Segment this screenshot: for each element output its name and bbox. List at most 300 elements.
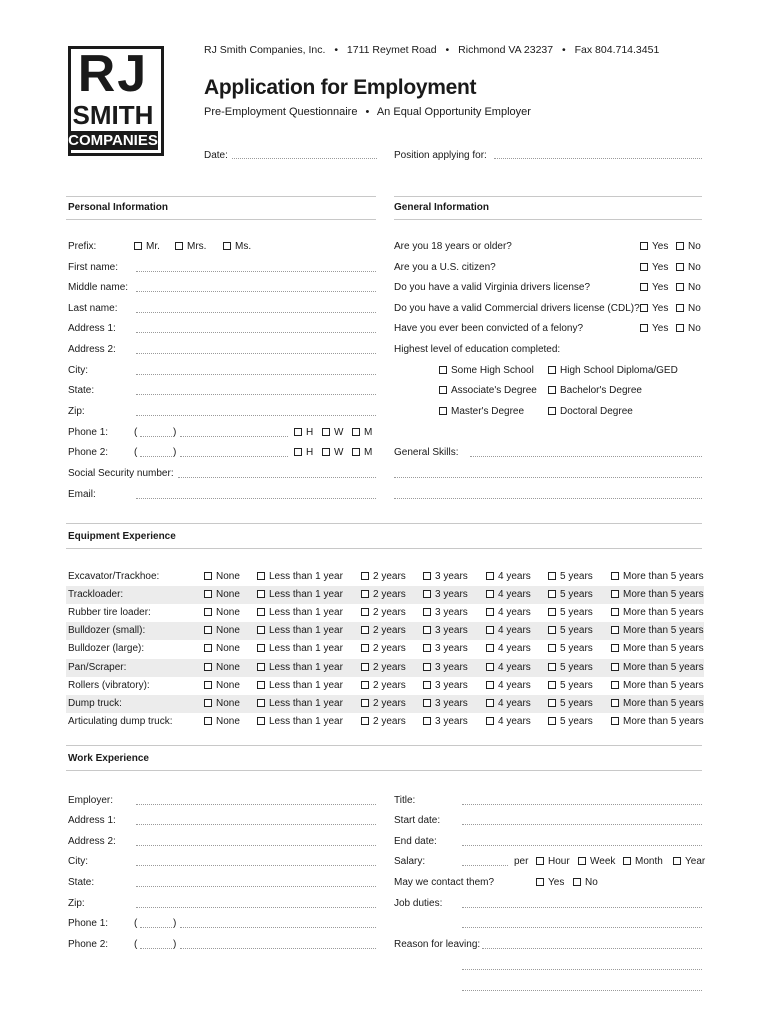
checkbox[interactable]	[361, 590, 369, 598]
checkbox[interactable]	[204, 644, 212, 652]
paren-open: (	[134, 447, 138, 458]
checkbox[interactable]	[611, 644, 619, 652]
phone1-home[interactable]	[294, 427, 313, 438]
end-date-label: End date:	[394, 836, 437, 847]
equipment-option[interactable]	[257, 680, 343, 691]
paren-open: (	[134, 918, 138, 929]
checkbox[interactable]	[204, 681, 212, 689]
checkbox[interactable]	[361, 644, 369, 652]
checkbox[interactable]	[294, 448, 302, 456]
section-rule	[66, 196, 376, 197]
bullet: •	[562, 44, 566, 56]
checkbox[interactable]	[204, 572, 212, 580]
q18-no[interactable]	[676, 241, 701, 252]
option-label: None	[216, 661, 240, 673]
option-label: More than 5 years	[623, 715, 704, 727]
checkbox[interactable]	[361, 626, 369, 634]
phone2-area-field[interactable]	[140, 456, 172, 457]
contact-yes[interactable]	[536, 877, 564, 888]
checkbox[interactable]	[536, 857, 544, 865]
checkbox[interactable]	[640, 283, 648, 291]
option-label: 4 years	[498, 679, 531, 691]
equipment-option[interactable]	[204, 698, 240, 709]
option-label: 2 years	[373, 697, 406, 709]
checkbox[interactable]	[676, 283, 684, 291]
equipment-option[interactable]	[548, 643, 593, 654]
city-label: City:	[68, 365, 88, 376]
equipment-option[interactable]	[611, 698, 704, 709]
checkbox[interactable]	[257, 663, 265, 671]
phone1-label: Phone 1:	[68, 427, 109, 438]
checkbox[interactable]	[352, 448, 360, 456]
ssn-field[interactable]	[178, 477, 376, 478]
checkbox[interactable]	[486, 663, 494, 671]
checkbox[interactable]	[611, 590, 619, 598]
checkbox[interactable]	[423, 590, 431, 598]
felony-yes[interactable]	[640, 323, 668, 334]
checkbox[interactable]	[640, 263, 648, 271]
phone1-mobile[interactable]	[352, 427, 372, 438]
date-field[interactable]	[232, 158, 377, 159]
option-label: 2 years	[373, 571, 406, 582]
checkbox[interactable]	[257, 590, 265, 598]
checkbox[interactable]	[361, 699, 369, 707]
equipment-option[interactable]	[204, 662, 240, 673]
edu-bachelors[interactable]	[548, 385, 642, 396]
edu-masters[interactable]	[439, 406, 524, 417]
checkbox[interactable]	[611, 663, 619, 671]
checkbox[interactable]	[204, 663, 212, 671]
checkbox[interactable]	[640, 324, 648, 332]
paren-open: (	[134, 427, 138, 438]
checkbox[interactable]	[486, 699, 494, 707]
checkbox[interactable]	[423, 572, 431, 580]
option-label: 2 years	[373, 589, 406, 601]
equipment-option[interactable]	[486, 716, 531, 727]
bullet: •	[334, 44, 338, 56]
checkbox[interactable]	[423, 663, 431, 671]
equipment-option[interactable]	[361, 698, 406, 709]
checkbox[interactable]	[322, 448, 330, 456]
checkbox[interactable]	[486, 681, 494, 689]
equipment-option[interactable]	[204, 571, 240, 582]
equipment-row-label: Dump truck:	[68, 697, 122, 709]
work-phone2-area-field[interactable]	[140, 948, 172, 949]
equipment-option[interactable]	[204, 625, 240, 636]
equipment-option[interactable]	[548, 662, 593, 673]
checkbox[interactable]	[573, 878, 581, 886]
option-label: 4 years	[498, 643, 531, 655]
edu-associates[interactable]	[439, 385, 537, 396]
leaving-field-2[interactable]	[462, 969, 702, 970]
checkbox[interactable]	[423, 644, 431, 652]
equipment-option[interactable]	[548, 607, 593, 618]
zip-field[interactable]	[136, 415, 376, 416]
checkbox[interactable]	[611, 608, 619, 616]
option-label: 3 years	[435, 697, 468, 709]
checkbox[interactable]	[204, 608, 212, 616]
equipment-option[interactable]	[486, 698, 531, 709]
equipment-option[interactable]	[611, 625, 704, 636]
work-state-field[interactable]	[136, 886, 376, 887]
work-phone1-area-field[interactable]	[140, 927, 172, 928]
option-label: Less than 1 year	[269, 661, 343, 673]
option-label: None	[216, 625, 240, 637]
checkbox[interactable]	[640, 242, 648, 250]
checkbox[interactable]	[361, 572, 369, 580]
equipment-option[interactable]	[257, 662, 343, 673]
option-label: H	[306, 427, 314, 438]
checkbox[interactable]	[423, 608, 431, 616]
checkbox[interactable]	[223, 242, 231, 250]
cdl-no[interactable]	[676, 303, 701, 314]
company-street: 1711 Reymet Road	[346, 44, 437, 56]
equipment-option[interactable]	[548, 716, 593, 727]
checkbox[interactable]	[676, 304, 684, 312]
checkbox[interactable]	[257, 681, 265, 689]
q18-yes[interactable]	[640, 241, 668, 252]
option-label: Ms.	[235, 241, 252, 252]
checkbox[interactable]	[486, 608, 494, 616]
option-label: W	[334, 427, 344, 438]
equipment-option[interactable]	[257, 716, 343, 727]
equipment-option[interactable]	[361, 680, 406, 691]
salary-week[interactable]	[578, 856, 615, 867]
equipment-option[interactable]	[611, 643, 704, 654]
checkbox[interactable]	[361, 681, 369, 689]
edu-hs-diploma[interactable]	[548, 365, 678, 376]
option-label: 5 years	[560, 715, 593, 727]
equipment-option[interactable]	[486, 680, 531, 691]
citizen-yes[interactable]	[640, 262, 668, 273]
equipment-heading: Equipment Experience	[68, 531, 176, 542]
option-label: No	[688, 323, 701, 334]
checkbox[interactable]	[423, 699, 431, 707]
checkbox[interactable]	[257, 608, 265, 616]
checkbox[interactable]	[548, 608, 556, 616]
checkbox[interactable]	[611, 626, 619, 634]
checkbox[interactable]	[257, 717, 265, 725]
equipment-option[interactable]	[548, 625, 593, 636]
va-license-yes[interactable]	[640, 282, 668, 293]
checkbox[interactable]	[257, 699, 265, 707]
checkbox[interactable]	[676, 324, 684, 332]
employer-field[interactable]	[136, 804, 376, 805]
middle-name-field[interactable]	[136, 291, 376, 292]
equipment-option[interactable]	[361, 589, 406, 600]
option-label: 2 years	[373, 715, 406, 727]
first-name-field[interactable]	[136, 271, 376, 272]
checkbox[interactable]	[486, 572, 494, 580]
equipment-option[interactable]	[257, 698, 343, 709]
checkbox[interactable]	[423, 681, 431, 689]
equipment-option[interactable]	[423, 662, 468, 673]
checkbox[interactable]	[423, 717, 431, 725]
equipment-option[interactable]	[204, 589, 240, 600]
equipment-option[interactable]	[204, 680, 240, 691]
checkbox[interactable]	[486, 644, 494, 652]
option-label: 5 years	[560, 607, 593, 619]
checkbox[interactable]	[486, 590, 494, 598]
equipment-option[interactable]	[611, 571, 704, 582]
equipment-option[interactable]	[486, 662, 531, 673]
checkbox[interactable]	[439, 386, 447, 394]
option-label: 5 years	[560, 571, 593, 582]
equipment-option[interactable]	[423, 589, 468, 600]
checkbox[interactable]	[486, 717, 494, 725]
work-state-label: State:	[68, 877, 95, 888]
checkbox[interactable]	[676, 242, 684, 250]
option-label: Mrs.	[187, 241, 207, 252]
checkbox[interactable]	[322, 428, 330, 436]
address2-label: Address 2:	[68, 344, 116, 355]
option-label: More than 5 years	[623, 679, 704, 691]
leaving-field[interactable]	[482, 948, 702, 949]
checkbox[interactable]	[536, 878, 544, 886]
paren-close: )	[173, 918, 177, 929]
checkbox[interactable]	[548, 663, 556, 671]
equipment-option[interactable]	[548, 589, 593, 600]
checkbox[interactable]	[623, 857, 631, 865]
va-license-no[interactable]	[676, 282, 701, 293]
work-phone1-number-field[interactable]	[180, 927, 376, 928]
option-label: Yes	[652, 303, 669, 314]
equipment-option[interactable]	[361, 643, 406, 654]
checkbox[interactable]	[257, 644, 265, 652]
duties-label: Job duties:	[394, 898, 443, 909]
checkbox[interactable]	[673, 857, 681, 865]
duties-field-2[interactable]	[462, 927, 702, 928]
equipment-option[interactable]	[611, 716, 704, 727]
work-phone2-number-field[interactable]	[180, 948, 376, 949]
duties-field[interactable]	[462, 907, 702, 908]
cdl-yes[interactable]	[640, 303, 668, 314]
option-label: Year	[685, 856, 706, 867]
paren-close: )	[173, 939, 177, 950]
checkbox[interactable]	[548, 644, 556, 652]
checkbox[interactable]	[257, 626, 265, 634]
salary-hour[interactable]	[536, 856, 570, 867]
equipment-option[interactable]	[361, 625, 406, 636]
start-date-field[interactable]	[462, 824, 702, 825]
equipment-option[interactable]	[257, 607, 343, 618]
equipment-option[interactable]	[423, 716, 468, 727]
equipment-option[interactable]	[486, 625, 531, 636]
equipment-option[interactable]	[257, 625, 343, 636]
equipment-option[interactable]	[423, 571, 468, 582]
phone2-home[interactable]	[294, 447, 313, 458]
checkbox[interactable]	[548, 590, 556, 598]
section-rule	[66, 523, 702, 524]
work-city-field[interactable]	[136, 865, 376, 866]
phone2-number-field[interactable]	[180, 456, 288, 457]
checkbox[interactable]	[486, 626, 494, 634]
phone2-mobile[interactable]	[352, 447, 372, 458]
option-label: No	[585, 877, 598, 888]
city-field[interactable]	[136, 374, 376, 375]
equipment-option[interactable]	[548, 680, 593, 691]
equipment-option[interactable]	[486, 589, 531, 600]
work-zip-field[interactable]	[136, 907, 376, 908]
equipment-option[interactable]	[204, 607, 240, 618]
option-label: None	[216, 571, 240, 582]
skills-field-2[interactable]	[394, 477, 702, 478]
equipment-option[interactable]	[257, 589, 343, 600]
question-va-license: Do you have a valid Virginia drivers license?	[394, 282, 591, 293]
checkbox[interactable]	[439, 407, 447, 415]
checkbox[interactable]	[361, 717, 369, 725]
equipment-row-label: Rollers (vibratory):	[68, 679, 150, 691]
checkbox[interactable]	[548, 699, 556, 707]
checkbox[interactable]	[204, 590, 212, 598]
company-city: Richmond VA 23237	[458, 44, 554, 56]
address1-field[interactable]	[136, 332, 376, 333]
first-name-label: First name:	[68, 262, 119, 273]
checkbox[interactable]	[611, 699, 619, 707]
email-field[interactable]	[136, 498, 376, 499]
equipment-option[interactable]	[486, 571, 531, 582]
prefix-ms[interactable]	[223, 241, 251, 252]
edu-some-hs[interactable]	[439, 365, 534, 376]
work-address2-label: Address 2:	[68, 836, 116, 847]
checkbox[interactable]	[548, 626, 556, 634]
equipment-row-label: Articulating dump truck:	[68, 715, 173, 727]
equipment-option[interactable]	[611, 680, 704, 691]
position-field[interactable]	[494, 158, 702, 159]
checkbox[interactable]	[548, 407, 556, 415]
option-label: 3 years	[435, 589, 468, 601]
option-label: More than 5 years	[623, 697, 704, 709]
salary-field[interactable]	[462, 865, 508, 866]
equipment-option[interactable]	[423, 625, 468, 636]
equipment-option[interactable]	[361, 662, 406, 673]
equipment-row-label: Excavator/Trackhoe:	[68, 571, 160, 582]
checkbox[interactable]	[257, 572, 265, 580]
checkbox[interactable]	[548, 366, 556, 374]
checkbox[interactable]	[204, 717, 212, 725]
checkbox[interactable]	[439, 366, 447, 374]
checkbox[interactable]	[611, 717, 619, 725]
option-label: 4 years	[498, 715, 531, 727]
option-label: 4 years	[498, 607, 531, 619]
felony-no[interactable]	[676, 323, 701, 334]
checkbox[interactable]	[548, 386, 556, 394]
middle-name-label: Middle name:	[68, 282, 129, 293]
checkbox[interactable]	[204, 699, 212, 707]
salary-month[interactable]	[623, 856, 663, 867]
equipment-option[interactable]	[361, 716, 406, 727]
equipment-option[interactable]	[361, 607, 406, 618]
work-address1-field[interactable]	[136, 824, 376, 825]
checkbox[interactable]	[134, 242, 142, 250]
question-18: Are you 18 years or older?	[394, 241, 512, 252]
equipment-option[interactable]	[257, 571, 343, 582]
checkbox[interactable]	[175, 242, 183, 250]
prefix-mrs[interactable]	[175, 241, 206, 252]
address2-field[interactable]	[136, 353, 376, 354]
option-label: 3 years	[435, 643, 468, 655]
option-label: 2 years	[373, 643, 406, 655]
option-label: Less than 1 year	[269, 643, 343, 655]
salary-year[interactable]	[673, 856, 705, 867]
skills-field[interactable]	[470, 456, 702, 457]
checkbox[interactable]	[611, 681, 619, 689]
skills-field-3[interactable]	[394, 498, 702, 499]
checkbox[interactable]	[294, 428, 302, 436]
checkbox[interactable]	[611, 572, 619, 580]
checkbox[interactable]	[548, 681, 556, 689]
equipment-option[interactable]	[361, 571, 406, 582]
last-name-field[interactable]	[136, 312, 376, 313]
option-label: Mr.	[146, 241, 160, 252]
option-label: None	[216, 643, 240, 655]
equipment-option[interactable]	[423, 680, 468, 691]
ssn-label: Social Security number:	[68, 468, 174, 479]
option-label: Less than 1 year	[269, 697, 343, 709]
checkbox[interactable]	[352, 428, 360, 436]
contact-label: May we contact them?	[394, 877, 495, 888]
end-date-field[interactable]	[462, 845, 702, 846]
prefix-mr[interactable]	[134, 241, 160, 252]
work-phone1-label: Phone 1:	[68, 918, 109, 929]
leaving-field-3[interactable]	[462, 990, 702, 991]
equipment-option[interactable]	[548, 698, 593, 709]
date-label: Date:	[204, 150, 228, 161]
equipment-option[interactable]	[423, 698, 468, 709]
checkbox[interactable]	[640, 304, 648, 312]
equipment-option[interactable]	[611, 607, 704, 618]
checkbox[interactable]	[204, 626, 212, 634]
checkbox[interactable]	[548, 717, 556, 725]
phone1-work[interactable]	[322, 427, 343, 438]
option-label: 5 years	[560, 643, 593, 655]
equipment-option[interactable]	[611, 589, 704, 600]
checkbox[interactable]	[423, 626, 431, 634]
equipment-option[interactable]	[204, 716, 240, 727]
option-label: 3 years	[435, 607, 468, 619]
work-address1-label: Address 1:	[68, 815, 116, 826]
equipment-option[interactable]	[486, 643, 531, 654]
contact-no[interactable]	[573, 877, 598, 888]
company-fax: Fax 804.714.3451	[574, 44, 660, 56]
job-title-field[interactable]	[462, 804, 702, 805]
checkbox[interactable]	[361, 663, 369, 671]
equipment-option[interactable]	[423, 643, 468, 654]
option-label: W	[334, 447, 344, 458]
equipment-option[interactable]	[423, 607, 468, 618]
state-field[interactable]	[136, 394, 376, 395]
citizen-no[interactable]	[676, 262, 701, 273]
option-label: More than 5 years	[623, 607, 704, 619]
work-phone2-label: Phone 2:	[68, 939, 109, 950]
equipment-option[interactable]	[611, 662, 704, 673]
equipment-option[interactable]	[548, 571, 593, 582]
equipment-option[interactable]	[204, 643, 240, 654]
edu-doctoral[interactable]	[548, 406, 633, 417]
phone2-label: Phone 2:	[68, 447, 109, 458]
logo-smith: SMITH	[72, 100, 154, 130]
equipment-option[interactable]	[257, 643, 343, 654]
checkbox[interactable]	[361, 608, 369, 616]
checkbox[interactable]	[676, 263, 684, 271]
checkbox[interactable]	[548, 572, 556, 580]
checkbox[interactable]	[578, 857, 586, 865]
phone1-area-field[interactable]	[140, 436, 172, 437]
phone1-number-field[interactable]	[180, 436, 288, 437]
equipment-option[interactable]	[486, 607, 531, 618]
work-address2-field[interactable]	[136, 845, 376, 846]
phone2-work[interactable]	[322, 447, 343, 458]
